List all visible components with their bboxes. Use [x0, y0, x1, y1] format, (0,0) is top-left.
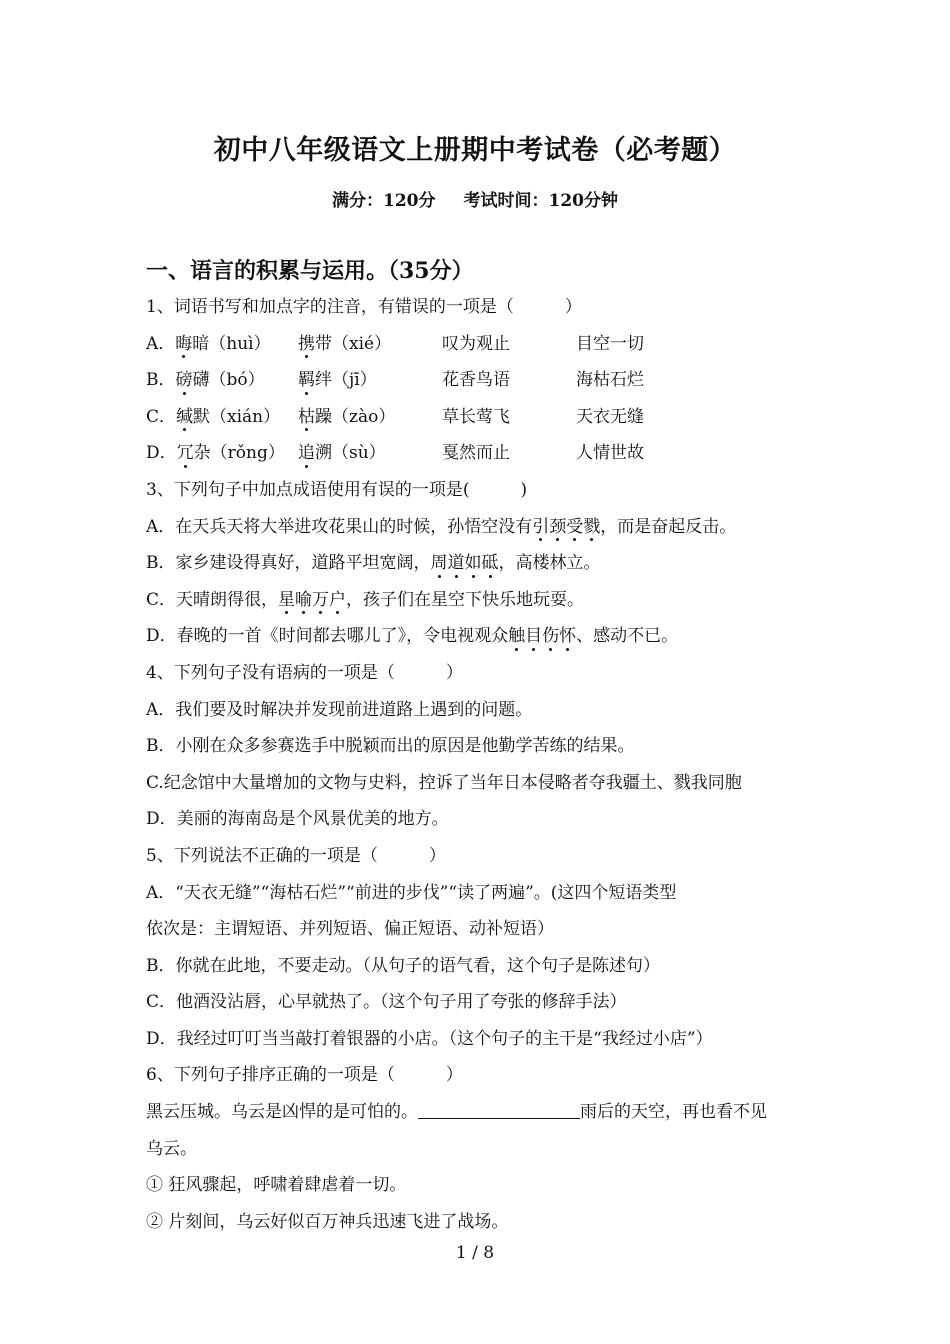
question-4-option-c: C.纪念馆中大量增加的文物与史料，控诉了当年日本侵略者夺我疆土、戮我同胞 — [146, 772, 742, 793]
idiom-word: 海枯石烂 — [576, 370, 644, 391]
question-1-option — [146, 399, 816, 436]
sentence-text: B．家乡建设得真好，道路平坦宽阔， — [146, 553, 431, 574]
dotted-char: 目 — [525, 618, 542, 655]
idiom-word: 叹为观止 — [442, 333, 510, 354]
section-heading: 一、语言的积累与运用。（35分） — [146, 258, 474, 284]
option-label: A． — [146, 333, 176, 354]
word-pinyin: 带（xié） — [315, 333, 392, 354]
questions — [146, 289, 816, 1240]
question-4-option-d: D．美丽的海南岛是个风景优美的地方。 — [146, 809, 449, 830]
idiom-word: 目空一切 — [576, 333, 644, 354]
exam-subtitle — [0, 186, 950, 211]
dotted-char: 追 — [298, 435, 315, 472]
dotted-char: 喻 — [295, 582, 312, 619]
word-pinyin: 溯（sù） — [315, 443, 386, 464]
question-1-option — [146, 326, 816, 363]
sentence-text: ，而是奋起反击。 — [600, 516, 737, 537]
word-pinyin: 默（xián） — [193, 406, 281, 427]
dotted-char: 晦 — [175, 326, 192, 363]
word-pinyin: 礴（bó） — [192, 370, 265, 391]
question-4-option-b: B．小刚在众多参赛选手中脱颖而出的原因是他勤学苦练的结果。 — [146, 736, 635, 757]
question-1-stem: 1、词语书写和加点字的注音，有错误的一项是（ ） — [146, 297, 582, 317]
question-4-stem: 4、下列句子没有语病的一项是（ ） — [146, 662, 463, 683]
question-1-options — [146, 326, 816, 472]
question-5-option-d: D．我经过叮叮当当敲打着银器的小店。（这个句子的主干是“我经过小店”） — [146, 1028, 713, 1049]
dotted-char: 万 — [312, 582, 329, 619]
dotted-char: 戮 — [583, 509, 600, 546]
dotted-char: 磅 — [176, 362, 193, 399]
dotted-char: 触 — [508, 618, 525, 655]
page-number: 1 / 8 — [455, 1243, 495, 1263]
dotted-char: 冗 — [177, 435, 194, 472]
dotted-char: 周 — [431, 545, 448, 582]
dotted-char: 怀 — [559, 618, 576, 655]
dotted-char: 引 — [532, 509, 549, 546]
option-label: D． — [146, 443, 177, 464]
sentence-text: ，孩子们在星空下快乐地玩耍。 — [346, 589, 585, 610]
dotted-char: 星 — [278, 582, 295, 619]
dotted-char: 砥 — [482, 545, 499, 582]
question-3-option-a — [146, 509, 816, 546]
dotted-char: 携 — [298, 326, 315, 363]
passage-part-1: 黑云压城。乌云是凶悍的是可怕的。 — [146, 1102, 418, 1123]
question-6-stem: 6、下列句子排序正确的一项是（ ） — [146, 1065, 463, 1086]
question-3-option-d — [146, 618, 816, 655]
question-3-option-b — [146, 545, 816, 582]
sentence-text: 、感动不已。 — [576, 626, 679, 647]
exam-title: 初中八年级语文上册期中考试卷（必考题） — [213, 135, 737, 166]
question-5-option-a-cont: 依次是：主谓短语、并列短语、偏正短语、动补短语） — [146, 919, 554, 940]
question-3-option-c — [146, 582, 816, 619]
dotted-char: 羁 — [298, 362, 315, 399]
question-3-stem: 3、下列句子中加点成语使用有误的一项是( ) — [146, 479, 528, 500]
dotted-char: 户 — [329, 582, 346, 619]
dotted-char: 如 — [465, 545, 482, 582]
sentence-text: A．在天兵天将大举进攻花果山的时候，孙悟空没有 — [146, 516, 533, 537]
question-5-stem: 5、下列说法不正确的一项是（ ） — [146, 845, 446, 866]
dotted-char: 伤 — [542, 618, 559, 655]
question-4-option-a: A．我们要及时解决并发现前进道路上遇到的问题。 — [146, 699, 533, 720]
option-label: B． — [146, 370, 176, 391]
idiom-word: 戛然而止 — [442, 443, 510, 464]
sentence-text: C．天晴朗得很， — [146, 589, 279, 610]
dotted-char: 缄 — [176, 399, 193, 436]
word-pinyin: 绊（jī） — [315, 370, 377, 391]
full-score: 满分：120分 — [332, 191, 436, 211]
question-6-passage — [146, 1094, 816, 1131]
sentence-text: ，高楼林立。 — [498, 553, 601, 574]
dotted-char: 颈 — [549, 509, 566, 546]
word-pinyin: 暗（huì） — [192, 333, 271, 354]
word-pinyin: 杂（rǒng） — [193, 443, 285, 464]
question-5-option-b: B．你就在此地，不要走动。（从句子的语气看，这个句子是陈述句） — [146, 955, 660, 976]
word-pinyin: 躁（zào） — [315, 406, 396, 427]
idiom-word: 草长莺飞 — [442, 406, 510, 427]
question-1-option — [146, 435, 816, 472]
question-6-passage-cont: 乌云。 — [146, 1138, 197, 1159]
question-1-option — [146, 362, 816, 399]
question-5-option-c: C．他酒没沾唇，心早就热了。（这个句子用了夸张的修辞手法） — [146, 992, 627, 1013]
exam-time: 考试时间：120分钟 — [463, 191, 618, 211]
idiom-word: 天衣无缝 — [576, 406, 644, 427]
dotted-char: 受 — [566, 509, 583, 546]
idiom-word: 人情世故 — [576, 443, 644, 464]
dotted-char: 道 — [448, 545, 465, 582]
question-6-sentence-1: ① 狂风骤起，呼啸着肆虐着一切。 — [146, 1175, 407, 1196]
sentence-text: D．春晚的一首《时间都去哪儿了》，令电视观众 — [146, 626, 509, 647]
option-label: C． — [146, 406, 177, 427]
passage-part-2: 雨后的天空，再也看不见 — [580, 1102, 767, 1123]
question-6-sentence-2: ② 片刻间，乌云好似百万神兵迅速飞进了战场。 — [146, 1211, 509, 1232]
answer-blank[interactable] — [418, 1098, 580, 1119]
question-5-option-a: A．“天衣无缝”“海枯石烂”“前进的步伐”“读了两遍”。(这四个短语类型 — [146, 882, 677, 903]
idiom-word: 花香鸟语 — [442, 370, 510, 391]
dotted-char: 枯 — [298, 399, 315, 436]
